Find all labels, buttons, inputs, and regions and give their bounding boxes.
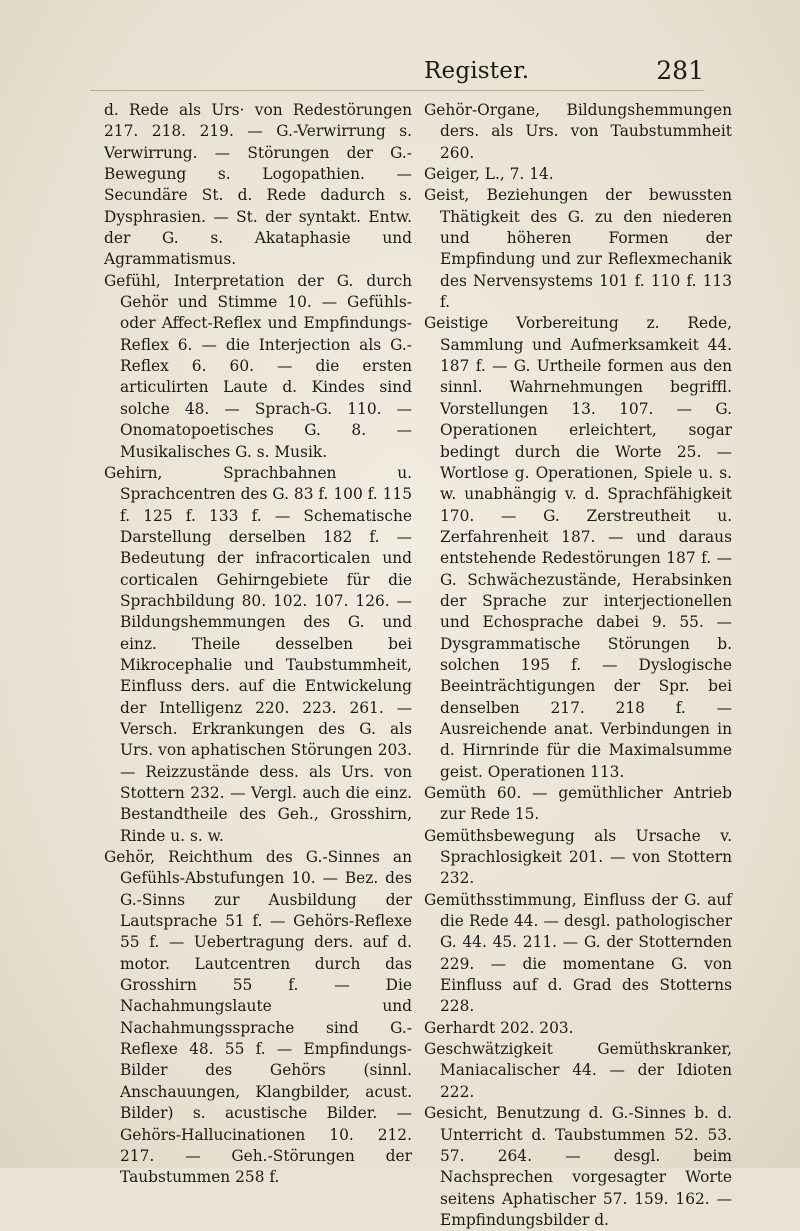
- index-entry-gehoer: Gehör, Reichthum des G.-Sinnes an Gefühls-Abstufungen 10. — Bez. des G.-Sinns zur Ausbildung der Lautsprache 51 f. — Gehörs-Reflexe 55 f. — Uebertragung ders. auf d. motor. Lautcentren durch das Grosshirn 55 f. — Die Nachahmungslaute und Nachahmungssprache sind G.-Reflexe 48. 55 f. — Empfindungs-Bilder des Gehörs (sinnl. Anschauungen, Klangbilder, acust. Bilder) s. acustische Bilder. — Gehörs-Hallucinationen 10. 212. 217. — Geh.-Störungen der Taubstummen 258 f.: [104, 848, 412, 1187]
- index-entry-gefuehl: Gefühl, Interpretation der G. durch Gehör und Stimme 10. — Gefühls- oder Affect-Reflex und Empfindungs-Reflex 6. — die Interjection als G.-Reflex 6. 60. — die ersten articulirten Laute d. Kindes sind solche 48. — Sprach-G. 110. — Onomatopoetisches G. 8. — Musikalisches G. s. Musik.: [104, 271, 412, 461]
- index-entry-gemuethsstimmung: Gemüthsstimmung, Einfluss der G. auf die Rede 44. — desgl. pathologischer G. 44. 45. 211. — G. der Stotternden 229. — die momentane G. von Einfluss auf d. Grad des Stotterns 228.: [424, 890, 732, 1016]
- index-column-left: [104, 100, 412, 1189]
- index-entry-gesicht: Gesicht, Benutzung d. G.-Sinnes b. d. Unterricht d. Taubstummen 52. 53. 57. 264. — desgl. beim Nachsprechen vorgesagter Worte seitens Aphatischer 57. 159. 162. — Empfindungsbilder d.: [424, 1104, 732, 1229]
- running-head: Register.: [424, 58, 530, 84]
- index-entry-geistige: Geistige Vorbereitung z. Rede, Sammlung und Aufmerksamkeit 44. 187 f. — G. Urtheile formen aus den sinnl. Wahrnehmungen begriffl. Vorstellungen 13. 107. — G. Operationen erleichtert, sogar bedingt durch die Worte 25. — Wortlose g. Operationen, Spiele u. s. w. unabhängig v. d. Sprachfähigkeit 170. — G. Zerstreutheit u. Zerfahrenheit 187. — und daraus entstehende Redestörungen 187 f. — G. Schwächezustände, Herabsinken der Sprache zur interjectionellen und Echosprache dabei 9. 55. — Dysgrammatische Störungen b. solchen 195 f. — Dyslogische Beeinträchtigungen der Spr. bei denselben 217. 218 f. — Ausreichende anat. Verbindungen in d. Hirnrinde für die Maximalsumme geist. Operationen 113.: [424, 314, 732, 781]
- index-entry-geist: Geist, Beziehungen der bewussten Thätigkeit des G. zu den niederen und höheren Formen der Empfindung und zur Reflexmechanik des Nervensystems 101 f. 110 f. 113 f.: [424, 186, 732, 312]
- page-header: [90, 54, 704, 91]
- page-number: 281: [656, 56, 704, 85]
- index-column-right: [424, 100, 732, 1231]
- index-entry-continued: d. Rede als Urs· von Redestörungen 217. 218. 219. — G.-Verwirrung s. Verwirrung. — Störungen der G.-Bewegung s. Logopathien. — Secundäre St. d. Rede dadurch s. Dysphrasien. — St. der syntakt. Entw. der G. s. Akataphasie und Agrammatismus.: [104, 101, 412, 269]
- index-entry-geschwaetzigkeit: Geschwätzigkeit Gemüthskranker, Maniacalischer 44. — der Idioten 222.: [424, 1040, 732, 1101]
- index-entry-gerhardt: Gerhardt 202. 203.: [424, 1018, 574, 1037]
- index-entry-gemueth: Gemüth 60. — gemüthlicher Antrieb zur Rede 15.: [424, 784, 732, 824]
- index-entry-geiger: Geiger, L., 7. 14.: [424, 165, 554, 184]
- index-entry-gehoer-organe: Gehör-Organe, Bildungshemmungen ders. als Urs. von Taubstummheit 260.: [424, 101, 732, 162]
- index-entry-gemuethsbewegung: Gemüthsbewegung als Ursache v. Sprachlosigkeit 201. — von Stottern 232.: [424, 826, 732, 888]
- index-entry-gehirn: Gehirn, Sprachbahnen u. Sprachcentren des G. 83 f. 100 f. 115 f. 125 f. 133 f. — Schematische Darstellung derselben 182 f. — Bedeutung der infracorticalen und corticalen Gehirngebiete für die Sprachbildung 80. 102. 107. 126. — Bildungshemmungen des G. und einz. Theile desselben bei Mikrocephalie und Taubstummheit, Einfluss ders. auf die Entwickelung der Intelligenz 220. 223. 261. — Versch. Erkrankungen des G. als Urs. von aphatischen Störungen 203. — Reizzustände dess. als Urs. von Stottern 232. — Vergl. auch die einz. Bestandtheile des Geh., Grosshirn, Rinde u. s. w.: [104, 463, 412, 845]
